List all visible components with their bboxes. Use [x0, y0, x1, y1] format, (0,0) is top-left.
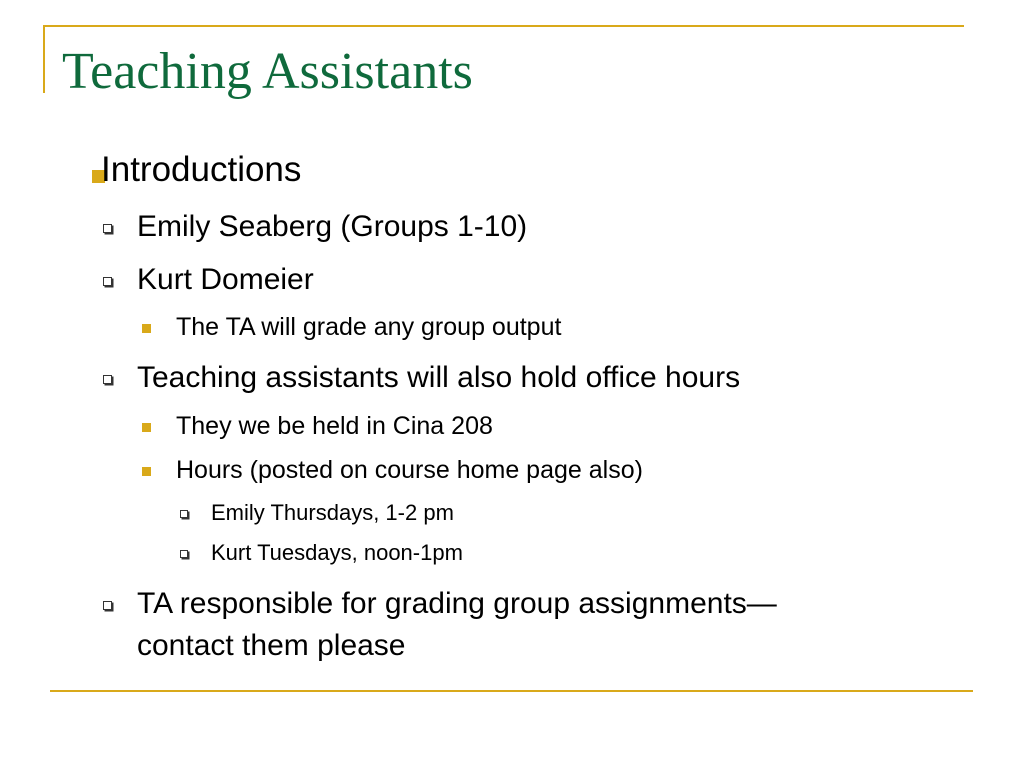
bullet-text: They we be held in Cina 208: [176, 412, 493, 440]
bullet-text-line-2: contact them please: [137, 629, 406, 662]
bullet-text: Teaching assistants will also hold office hours: [137, 361, 741, 394]
hollow-square-bullet-icon: [103, 277, 112, 286]
bullet-text: Introductions: [101, 150, 302, 189]
bullet-text: Kurt Domeier: [137, 263, 314, 296]
square-bullet-icon: [142, 467, 151, 476]
square-bullet-icon: [142, 423, 151, 432]
top-rule: [44, 25, 964, 27]
bullet-text: The TA will grade any group output: [176, 313, 562, 341]
bottom-rule: [50, 690, 973, 692]
hollow-square-bullet-icon: [180, 550, 188, 558]
left-rule: [43, 25, 45, 93]
hollow-square-bullet-icon: [180, 510, 188, 518]
bullet-text-line-1: TA responsible for grading group assignments—: [137, 587, 777, 620]
hollow-square-bullet-icon: [103, 601, 112, 610]
bullet-text: Emily Seaberg (Groups 1-10): [137, 210, 528, 243]
hollow-square-bullet-icon: [103, 224, 112, 233]
bullet-text: Kurt Tuesdays, noon-1pm: [211, 540, 463, 565]
slide-title: Teaching Assistants: [62, 43, 473, 100]
hollow-square-bullet-icon: [103, 375, 112, 384]
bullet-text: Emily Thursdays, 1-2 pm: [211, 500, 454, 525]
bullet-text: Hours (posted on course home page also): [176, 456, 643, 484]
square-bullet-icon: [142, 324, 151, 333]
